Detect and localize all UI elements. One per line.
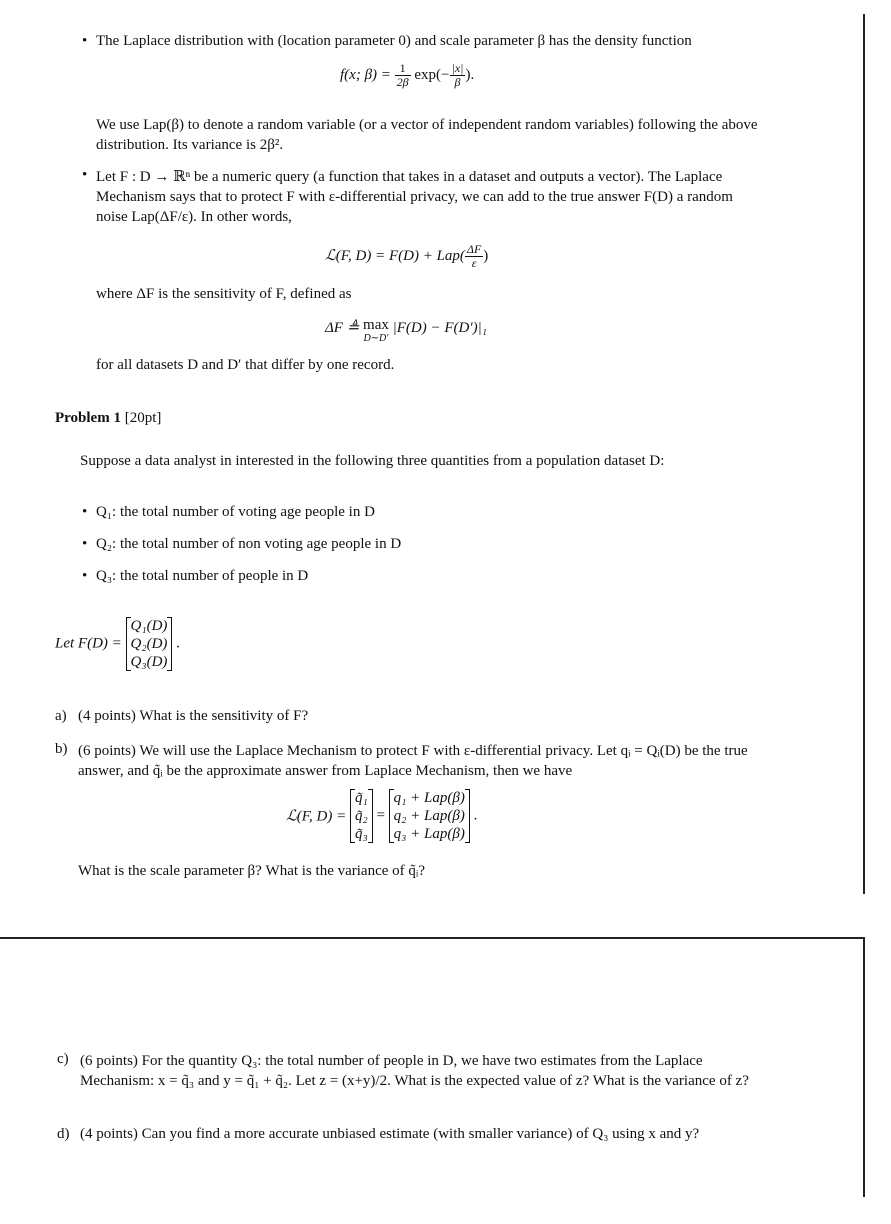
part-b-label: b): [55, 741, 68, 757]
sens-lhs: ΔF ≜: [325, 320, 360, 336]
part-d-text: (4 points) Can you find a more accurate unbiased estimate (with smaller variance) of Q₃ using x and y?: [80, 1126, 700, 1142]
f-vector-entry: Q₃(D): [130, 654, 168, 670]
part-c-text: (6 points) For the quantity Q₃: the total number of people in D, we have two estimates from the Laplace Mechanism: x = q̃₃ and y = q̃₁ + q̃₂. Let z = (x+y)/2. What is the expected value of z? What is the variance of z?: [80, 1053, 749, 1089]
density-frac-den: 2β: [396, 75, 409, 89]
q3-item: Q₃: the total number of people in D: [96, 568, 309, 584]
mechanism-fraction: [465, 243, 483, 270]
bullet-2-marker: •: [82, 167, 88, 183]
bullet-2-intro: Let F : D → ℝⁿ be a numeric query (a function that takes in a dataset and outputs a vector). The Laplace Mechanism says that to protect F with ε-differential privacy, we can add to the true answer F(D) a random noise Lap(ΔF/ε). In other words,: [96, 169, 733, 225]
noisy-entry: q₁ + Lap(β): [393, 790, 465, 806]
part-b-lhs: ℒ(F, D) =: [286, 808, 347, 825]
density-tail: ).: [465, 66, 475, 83]
part-a-text: (4 points) What is the sensitivity of F?: [78, 708, 309, 724]
laplace-density-formula: [340, 62, 540, 89]
sensitivity-formula: [325, 318, 487, 346]
page-separator: [0, 937, 863, 939]
noisy-vector: [389, 789, 470, 843]
sens-rhs: |F(D) − F(D′)|₁: [392, 320, 487, 336]
q2-item: Q₂: the total number of non voting age people in D: [96, 536, 402, 552]
sensitivity-datasets: for all datasets D and D′ that differ by one record.: [96, 357, 395, 373]
bullet-1-intro: The Laplace distribution with (location parameter 0) and scale parameter β has the density function: [96, 33, 692, 49]
approx-entry: q̃₃: [354, 826, 368, 842]
page-right-border-top: [863, 14, 865, 894]
noisy-entry: q₃ + Lap(β): [393, 826, 465, 842]
approx-entry: q̃₂: [354, 808, 368, 824]
f-vector-entry: Q₁(D): [130, 618, 168, 634]
noisy-entry: q₂ + Lap(β): [393, 808, 465, 824]
approx-vector: [350, 789, 373, 843]
density-frac-num: 1: [395, 62, 411, 76]
sens-max: max: [363, 317, 389, 333]
sensitivity-where: where ΔF is the sensitivity of F, defined as: [96, 286, 352, 302]
density-lhs: f(x; β) =: [340, 66, 391, 83]
part-b-question: What is the scale parameter β? What is the variance of q̃ᵢ?: [78, 863, 425, 879]
laplace-mechanism-formula: [325, 243, 585, 270]
part-b-formula: [286, 789, 477, 843]
mechanism-frac-num: ΔF: [466, 242, 482, 256]
mechanism-tail: ): [483, 247, 489, 264]
bullet-1-note: We use Lap(β) to denote a random variable (or a vector of independent random variables) following the above distribution. Its variance is 2β².: [96, 117, 758, 153]
q1-item: Q₁: the total number of voting age people in D: [96, 504, 375, 520]
problem-heading: [55, 410, 161, 427]
exp-fraction: [450, 62, 466, 89]
part-b-end: .: [473, 807, 478, 824]
f-vector-entry: Q₂(D): [130, 636, 168, 652]
problem-points: [20pt]: [124, 410, 162, 426]
mechanism-frac-den: ε: [471, 256, 477, 270]
f-vector: [126, 617, 173, 671]
exp-frac-num: |x|: [451, 61, 464, 75]
part-d-label: d): [57, 1126, 70, 1142]
density-exp: exp(−: [414, 66, 450, 83]
q1-marker: •: [82, 504, 88, 520]
f-definition: [55, 617, 180, 671]
part-a-label: a): [55, 708, 67, 724]
part-b-eq: =: [376, 807, 385, 824]
part-b-text: (6 points) We will use the Laplace Mechanism to protect F with ε-differential privacy. Let qᵢ = Qᵢ(D) be the true answer, and q̃ᵢ be the approximate answer from Laplace Mechanism, then we have: [78, 743, 748, 779]
let-f-label: Let F(D) =: [55, 635, 122, 652]
q2-marker: •: [82, 536, 88, 552]
problem-title: Problem 1: [55, 410, 121, 426]
mechanism-lhs: ℒ(F, D) = F(D) + Lap(: [325, 247, 465, 264]
sens-sub: D∼D′: [363, 333, 389, 344]
exp-frac-den: β: [454, 75, 461, 89]
approx-entry: q̃₁: [354, 790, 368, 806]
f-vector-end: .: [176, 635, 180, 652]
q3-marker: •: [82, 568, 88, 584]
page-right-border-bottom: [863, 937, 865, 1197]
bullet-1-marker: •: [82, 33, 88, 49]
problem-intro: Suppose a data analyst in interested in the following three quantities from a population dataset D:: [80, 453, 665, 469]
part-c-label: c): [57, 1051, 69, 1067]
density-fraction: [395, 62, 411, 89]
